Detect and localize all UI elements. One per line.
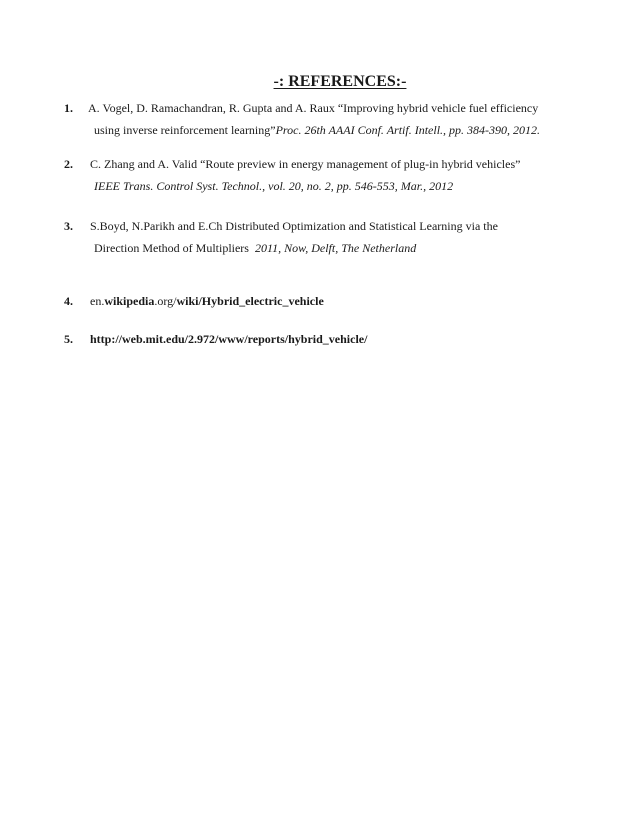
- reference-number: 4.: [64, 294, 73, 308]
- reference-citation: IEEE Trans. Control Syst. Technol., vol. 20, no. 2, pp. 546-553, Mar., 2012: [94, 179, 454, 193]
- reference-text: C. Zhang and A. Valid “Route preview in energy management of plug-in hybrid vehicles”: [90, 157, 521, 171]
- link-part: en.: [90, 294, 105, 308]
- reference-text-continued: Direction Method of Multipliers: [94, 241, 249, 255]
- reference-4: [64, 293, 584, 309]
- link-part-bold: wiki/Hybrid_electric_vehicle: [176, 294, 324, 308]
- reference-number: 2.: [64, 157, 73, 171]
- reference-number: 3.: [64, 219, 73, 233]
- link-part: .org/: [154, 294, 177, 308]
- reference-3: [64, 218, 584, 256]
- reference-number: 5.: [64, 332, 73, 346]
- reference-number: 1.: [64, 101, 73, 115]
- reference-2: [64, 156, 584, 194]
- reference-link[interactable]: [90, 293, 324, 309]
- reference-text-continued: using inverse reinforcement learning”: [94, 123, 276, 137]
- reference-1: [64, 100, 584, 138]
- reference-text: S.Boyd, N.Parikh and E.Ch Distributed Optimization and Statistical Learning via the: [90, 219, 498, 233]
- reference-link[interactable]: http://web.mit.edu/2.972/www/reports/hybrid_vehicle/: [90, 332, 368, 346]
- reference-citation: 2011, Now, Delft, The Netherland: [254, 241, 417, 255]
- page-title: -: REFERENCES:-: [273, 73, 407, 90]
- link-part-bold: wikipedia: [104, 294, 155, 308]
- reference-text: A. Vogel, D. Ramachandran, R. Gupta and A. Raux “Improving hybrid vehicle fuel efficiency: [88, 101, 539, 115]
- reference-citation: Proc. 26th AAAI Conf. Artif. Intell., pp. 384-390, 2012.: [275, 123, 541, 137]
- reference-5: [64, 331, 584, 347]
